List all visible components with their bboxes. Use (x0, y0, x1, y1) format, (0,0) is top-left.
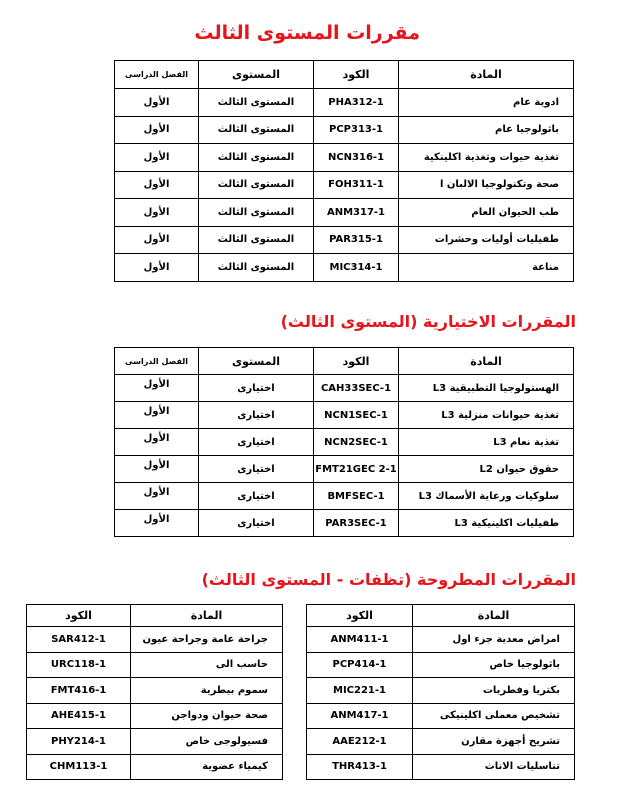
table-row (307, 627, 575, 653)
table-row (115, 510, 574, 537)
code-cell: PCP414-1 (307, 652, 413, 678)
level-cell: اختيارى (199, 429, 314, 456)
header-code: الكود (314, 61, 399, 89)
term-cell: الأول (115, 456, 199, 483)
header-subject: المادة (131, 605, 283, 627)
subject-cell: طفيليات اكلينيكية L3 (399, 510, 574, 537)
subject-cell: طفيليات أوليات وحشرات (399, 226, 574, 254)
code-cell: AHE415-1 (27, 703, 131, 729)
term-cell: الأول (115, 171, 199, 199)
level-cell: المستوى الثالث (199, 144, 314, 172)
code-cell: FMT21GEC 2-1 (314, 456, 399, 483)
code-cell: ANM411-1 (307, 627, 413, 653)
table-row (307, 729, 575, 755)
code-cell: NCN2SEC-1 (314, 429, 399, 456)
subject-cell: مناعة (399, 254, 574, 282)
header-subject: المادة (399, 61, 574, 89)
term-cell: الأول (115, 375, 199, 402)
term-cell: الأول (115, 89, 199, 117)
subject-cell: تغذية نعام L3 (399, 429, 574, 456)
level-cell: المستوى الثالث (199, 199, 314, 227)
subject-cell: باثولوجيا عام (399, 116, 574, 144)
level-cell: المستوى الثالث (199, 116, 314, 144)
table-row (115, 116, 574, 144)
subject-cell: تغذية حيوانات منزلية L3 (399, 402, 574, 429)
term-cell: الأول (115, 429, 199, 456)
term-cell: الأول (115, 402, 199, 429)
table-row (115, 402, 574, 429)
table-row (115, 483, 574, 510)
subject-cell: جراحة عامة وجراحة عيون (131, 627, 283, 653)
table-row (115, 456, 574, 483)
table-row (27, 754, 283, 780)
subject-cell: تناسليات الاناث (413, 754, 575, 780)
code-cell: URC118-1 (27, 652, 131, 678)
level-cell: المستوى الثالث (199, 226, 314, 254)
header-level: المستوى (199, 348, 314, 375)
offered-courses-table-right (306, 604, 575, 780)
code-cell: FOH311-1 (314, 171, 399, 199)
code-cell: SAR412-1 (27, 627, 131, 653)
subject-cell: امراض معدية جزء اول (413, 627, 575, 653)
level-cell: اختيارى (199, 483, 314, 510)
subject-cell: سموم بيطرية (131, 678, 283, 704)
code-cell: THR413-1 (307, 754, 413, 780)
code-cell: CHM113-1 (27, 754, 131, 780)
table-row (27, 729, 283, 755)
subject-cell: بكتريا وفطريات (413, 678, 575, 704)
code-cell: MIC314-1 (314, 254, 399, 282)
table-row (307, 703, 575, 729)
code-cell: AAE212-1 (307, 729, 413, 755)
subject-cell: تشريح أجهزة مقارن (413, 729, 575, 755)
table-row (115, 375, 574, 402)
subject-cell: ادوية عام (399, 89, 574, 117)
table-row (115, 226, 574, 254)
subject-cell: تشخيص معملى اكلينيكى (413, 703, 575, 729)
term-cell: الأول (115, 510, 199, 537)
code-cell: PHY214-1 (27, 729, 131, 755)
subject-cell: صحة حيوان ودواجن (131, 703, 283, 729)
subject-cell: الهستولوجيا التطبيقية L3 (399, 375, 574, 402)
main-title: مقررات المستوى الثالث (194, 22, 420, 44)
code-cell: ANM417-1 (307, 703, 413, 729)
subject-cell: باثولوجيا خاص (413, 652, 575, 678)
subject-cell: فسيولوجى خاص (131, 729, 283, 755)
table-row (27, 652, 283, 678)
level-cell: اختيارى (199, 402, 314, 429)
table-row (115, 144, 574, 172)
code-cell: PAR3SEC-1 (314, 510, 399, 537)
code-cell: FMT416-1 (27, 678, 131, 704)
header-code: الكود (314, 348, 399, 375)
table-row (115, 254, 574, 282)
level-cell: المستوى الثالث (199, 171, 314, 199)
code-cell: MIC221-1 (307, 678, 413, 704)
offered-title: المقررات المطروحة (تظفات - المستوى الثالث) (201, 570, 576, 589)
elective-courses-table (114, 347, 574, 537)
header-subject: المادة (399, 348, 574, 375)
subject-cell: تغذية حيوات وتغذية اكلينكية (399, 144, 574, 172)
header-term: الفصل الدراسى (115, 348, 199, 375)
term-cell: الأول (115, 226, 199, 254)
table-row (115, 429, 574, 456)
subject-cell: حقوق حيوان L2 (399, 456, 574, 483)
offered-courses-table-left (26, 604, 283, 780)
code-cell: PAR315-1 (314, 226, 399, 254)
term-cell: الأول (115, 483, 199, 510)
subject-cell: سلوكيات ورعاية الأسماك L3 (399, 483, 574, 510)
level-cell: اختيارى (199, 375, 314, 402)
header-subject: المادة (413, 605, 575, 627)
table-row (27, 627, 283, 653)
table-row (307, 652, 575, 678)
core-courses-table (114, 60, 574, 282)
table-row (27, 703, 283, 729)
table-row (115, 89, 574, 117)
code-cell: CAH33SEC-1 (314, 375, 399, 402)
header-code: الكود (27, 605, 131, 627)
term-cell: الأول (115, 144, 199, 172)
code-cell: NCN316-1 (314, 144, 399, 172)
level-cell: المستوى الثالث (199, 254, 314, 282)
term-cell: الأول (115, 199, 199, 227)
subject-cell: طب الحيوان العام (399, 199, 574, 227)
level-cell: اختيارى (199, 456, 314, 483)
code-cell: BMFSEC-1 (314, 483, 399, 510)
level-cell: المستوى الثالث (199, 89, 314, 117)
table-row (27, 678, 283, 704)
table-row (115, 171, 574, 199)
header-code: الكود (307, 605, 413, 627)
term-cell: الأول (115, 116, 199, 144)
subject-cell: صحة وتكنولوجيا الالبان ا (399, 171, 574, 199)
subject-cell: كيمياء عضوية (131, 754, 283, 780)
subject-cell: حاسب الى (131, 652, 283, 678)
code-cell: NCN1SEC-1 (314, 402, 399, 429)
table-row (307, 754, 575, 780)
level-cell: اختيارى (199, 510, 314, 537)
table-row (307, 678, 575, 704)
header-level: المستوى (199, 61, 314, 89)
code-cell: ANM317-1 (314, 199, 399, 227)
term-cell: الأول (115, 254, 199, 282)
code-cell: PCP313-1 (314, 116, 399, 144)
header-term: الفصل الدراسى (115, 61, 199, 89)
table-row (115, 199, 574, 227)
elective-title: المقررات الاختيارية (المستوى الثالث) (280, 312, 576, 331)
code-cell: PHA312-1 (314, 89, 399, 117)
